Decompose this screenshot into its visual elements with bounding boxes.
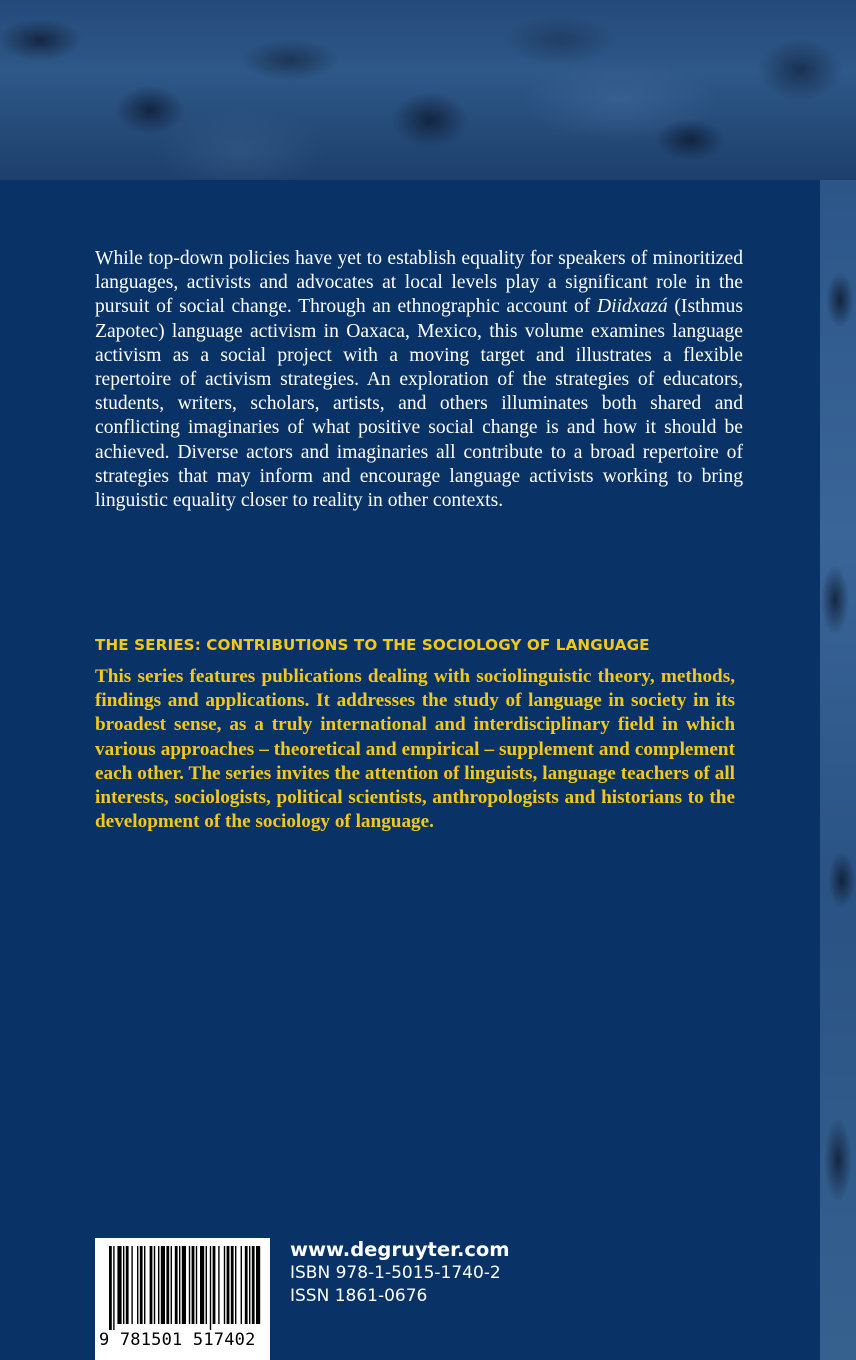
barcode-bar (182, 1246, 186, 1324)
barcode-bar (245, 1246, 248, 1324)
barcode-bar (126, 1246, 129, 1324)
barcode-bar (154, 1246, 155, 1324)
publisher-info (290, 1238, 510, 1308)
barcode-bar (206, 1246, 207, 1324)
book-blurb (95, 247, 743, 513)
barcode-bar (150, 1246, 153, 1324)
barcode-bar (210, 1246, 211, 1330)
barcode-bar (235, 1246, 236, 1324)
barcode-bar (166, 1246, 169, 1324)
cover-photo-top (0, 0, 856, 180)
barcode-bar (200, 1246, 204, 1324)
issn-number: ISSN 1861-0676 (290, 1286, 428, 1306)
barcode-digits: 9 781501 517402 (99, 1330, 256, 1350)
barcode-bar (171, 1246, 172, 1324)
blurb-text-start: While top-down policies have yet to establish equality for speakers of minoritized languages, activists and advocates at local levels play a significant role in the pursuit of social change. Through an ethnographic account of (95, 248, 743, 318)
barcode-bar (137, 1246, 138, 1324)
barcode-bar (252, 1246, 255, 1324)
barcode-bar (144, 1246, 145, 1324)
barcode-bar (161, 1246, 165, 1324)
barcode-bars (95, 1238, 270, 1330)
barcode-bar (192, 1246, 195, 1324)
isbn-barcode (95, 1238, 270, 1360)
barcode-bar (113, 1246, 114, 1330)
barcode-bar (189, 1246, 190, 1324)
barcode-bar (227, 1246, 230, 1324)
barcode-bar (175, 1246, 178, 1324)
barcode-bar (224, 1246, 225, 1324)
series-description: This series features publications dealing with sociolinguistic theory, methods, findings and applications. It addresses the study of language in society in its broadest sense, as a truly international and interdisciplinary field in which various approaches – theoretical and empirical – supplement and complement each other. The series invites the attention of linguists, language teachers of all interests, sociologists, political scientists, anthropologists and historians to the development of the sociology of language. (95, 666, 735, 833)
barcode-bar (117, 1246, 121, 1324)
barcode-bar (249, 1246, 250, 1324)
barcode-bar (213, 1246, 216, 1324)
barcode-bar (231, 1246, 234, 1324)
barcode-bar (179, 1246, 180, 1324)
isbn-number: ISBN 978-1-5015-1740-2 (290, 1263, 501, 1283)
barcode-bar (241, 1246, 242, 1324)
barcode-bar (109, 1246, 112, 1330)
series-heading: THE SERIES: CONTRIBUTIONS TO THE SOCIOLOGY OF LANGUAGE (95, 636, 650, 654)
barcode-bar (158, 1246, 159, 1324)
barcode-bar (256, 1246, 260, 1324)
blurb-italic-term: Diidxazá (596, 296, 668, 318)
barcode-bar (140, 1246, 143, 1324)
cover-photo-right-strip (820, 180, 856, 1360)
barcode-bar (131, 1246, 132, 1324)
publisher-url[interactable]: www.degruyter.com (290, 1238, 510, 1261)
barcode-bar (123, 1246, 124, 1324)
barcode-bar (218, 1246, 219, 1324)
barcode-bar (196, 1246, 197, 1324)
blurb-text-end: (Isthmus Zapotec) language activism in Oaxaca, Mexico, this volume examines language activism as a social project with a moving target and illustrates a flexible repertoire of activism strategies. An exploration of the strategies of educators, students, writers, scholars, artists, and others illuminates both shared and conflicting imaginaries of what positive social change is and how it should be achieved. Diverse actors and imaginaries all contribute to a broad repertoire of strategies that may inform and encourage language activists working to bring linguistic equality closer to reality in other contexts. (95, 296, 743, 512)
